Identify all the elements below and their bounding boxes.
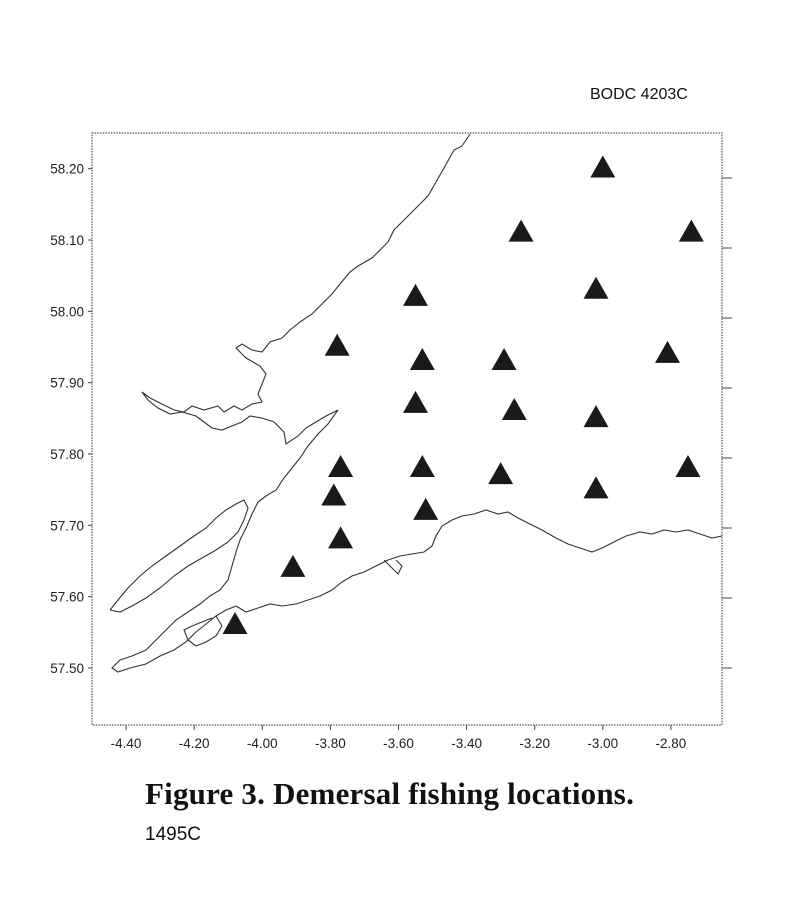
figure-subcaption: 1495C	[145, 824, 201, 845]
x-tick-label: -3.00	[587, 736, 619, 751]
y-axis-tick-labels	[50, 162, 84, 676]
coastline-peninsula	[184, 616, 222, 646]
y-tick-label: 58.10	[50, 232, 84, 248]
fishing-location-marker	[410, 455, 435, 477]
coastline-inner-loch	[110, 500, 248, 612]
x-tick-label: -3.20	[519, 736, 551, 751]
fishing-location-marker	[413, 498, 438, 520]
x-tick-label: -4.00	[246, 736, 278, 751]
fishing-location-marker	[584, 405, 609, 427]
fishing-location-marker	[325, 334, 350, 356]
figure-caption: Figure 3. Demersal fishing locations.	[145, 776, 635, 811]
x-tick-label: -2.80	[655, 736, 687, 751]
x-tick-label: -3.40	[451, 736, 482, 751]
fishing-location-marker	[403, 284, 428, 306]
fishing-location-marker	[403, 391, 428, 413]
fishing-location-marker	[488, 462, 513, 484]
fishing-location-marker	[675, 455, 700, 477]
fishing-location-marker	[328, 455, 353, 477]
fishing-location-marker	[223, 612, 248, 634]
fishing-location-marker	[590, 155, 615, 177]
fishing-location-marker	[509, 220, 534, 242]
x-tick-label: -3.60	[383, 736, 414, 751]
coastline-bay	[384, 560, 402, 574]
fishing-location-marker	[584, 277, 609, 299]
coastline-north	[142, 134, 470, 444]
fishing-location-marker	[328, 526, 353, 548]
y-tick-label: 57.70	[50, 518, 84, 534]
y-tick-label: 58.20	[50, 161, 84, 177]
fishing-location-marker	[492, 348, 517, 370]
x-tick-label: -4.20	[178, 736, 210, 751]
x-axis-tick-labels	[111, 736, 687, 751]
x-axis-tick-marks	[126, 725, 671, 730]
fishing-location-marker	[584, 476, 609, 498]
right-tick-marks	[722, 178, 732, 668]
y-tick-label: 57.60	[50, 589, 84, 605]
fishing-location-marker	[502, 398, 527, 420]
fishing-location-marker	[655, 341, 680, 363]
y-tick-label: 57.90	[50, 375, 84, 391]
fishing-location-marker	[321, 484, 346, 506]
y-tick-label: 58.00	[50, 304, 84, 320]
y-tick-label: 57.50	[50, 660, 84, 676]
fishing-location-marker	[410, 348, 435, 370]
y-tick-label: 57.80	[50, 446, 84, 462]
x-tick-label: -3.80	[314, 736, 346, 751]
fishing-location-markers	[223, 155, 704, 633]
reference-code: BODC 4203C	[590, 86, 688, 103]
fishing-location-marker	[280, 555, 305, 577]
x-tick-label: -4.40	[110, 736, 142, 751]
coastline-south	[236, 510, 722, 612]
fishing-location-marker	[679, 220, 704, 242]
